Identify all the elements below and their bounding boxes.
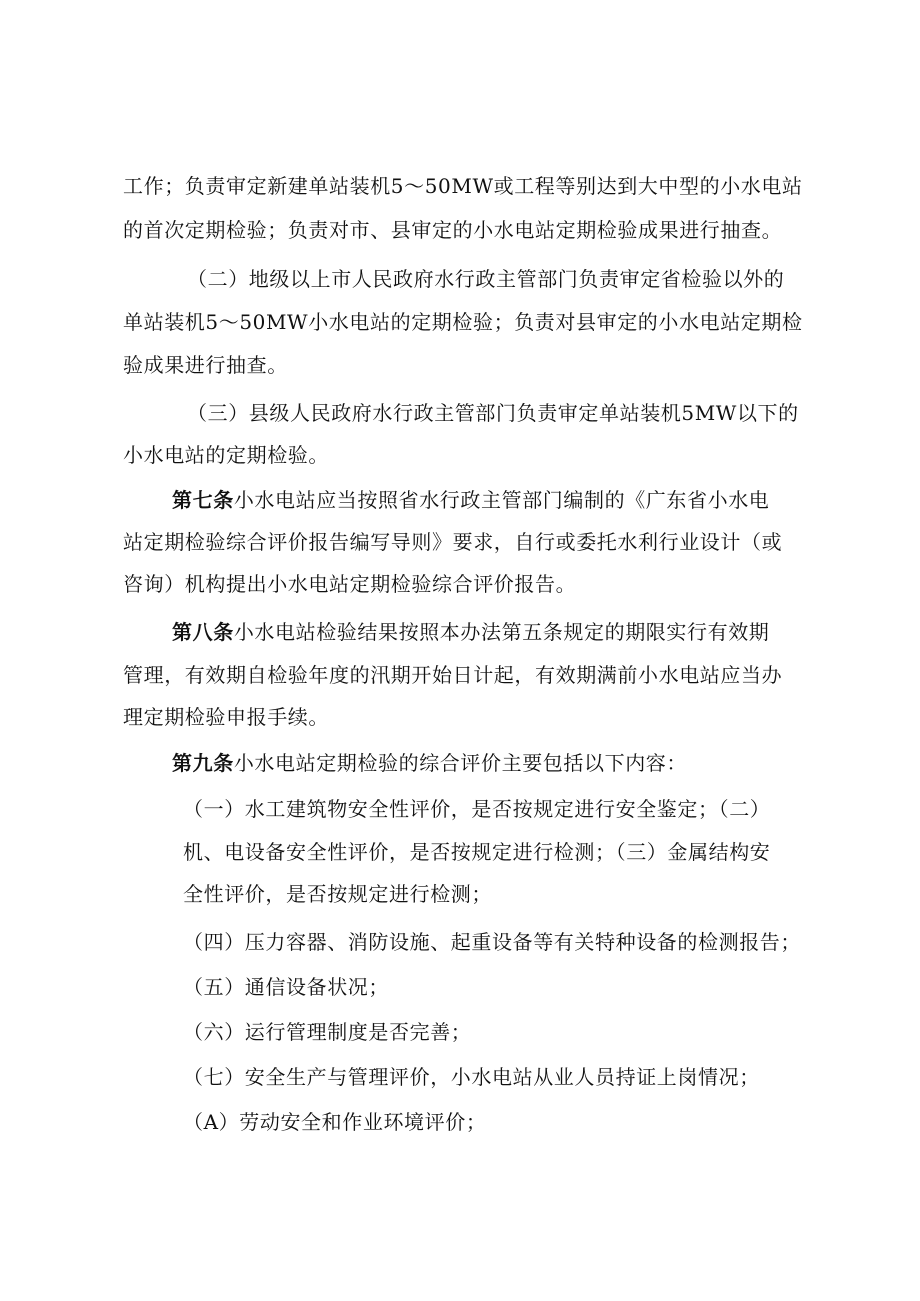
list-item: （六）运行管理制度是否完善；: [183, 1020, 472, 1044]
article-heading: 第九条: [172, 751, 234, 775]
text-span: 小水电站定期检验的综合评价主要包括以下内容：: [233, 751, 688, 775]
list-item: （七）安全生产与管理评价，小水电站从业人员持证上岗情况；: [183, 1065, 760, 1089]
text-line: 验成果进行抽查。: [123, 353, 288, 377]
article-9-paragraph-start: [172, 749, 687, 777]
text-line: 咨询）机构提出小水电站定期检验综合评价报告。: [123, 572, 577, 596]
text-line: 的首次定期检验；负责对市、县审定的小水电站定期检验成果进行抽查。: [123, 218, 783, 242]
text-span: 小水电站应当按照省水行政主管部门编制的《广东省小水电: [233, 488, 770, 512]
text-line: 工作；负责审定新建单站装机5～50MW或工程等别达到大中型的小水电站: [123, 174, 803, 198]
text-line: （三）县级人民政府水行政主管部门负责审定单站装机5MW以下的: [187, 401, 799, 425]
text-line: （二）地级以上市人民政府水行政主管部门负责审定省检验以外的: [187, 267, 785, 291]
text-line: 理定期检验申报手续。: [123, 705, 329, 729]
text-span: 小水电站检验结果按照本办法第五条规定的期限实行有效期: [233, 620, 770, 644]
text-line: 站定期检验综合评价报告编写导则》要求，自行或委托水利行业设计（或: [123, 530, 783, 554]
article-8-paragraph-start: [172, 618, 769, 646]
article-heading: 第八条: [172, 620, 234, 644]
text-line: 单站装机5～50MW小水电站的定期检验；负责对县审定的小水电站定期检: [123, 310, 803, 334]
article-7-paragraph-start: [172, 486, 769, 514]
text-line: 管理，有效期自检验年度的汛期开始日计起，有效期满前小水电站应当办: [123, 663, 783, 687]
text-line: 小水电站的定期检验。: [123, 443, 329, 467]
list-item: （五）通信设备状况；: [183, 975, 389, 999]
list-item: （一）水工建筑物安全性评价，是否按规定进行安全鉴定；（二）: [183, 797, 771, 821]
list-item: （A）劳动安全和作业环境评价；: [183, 1110, 487, 1134]
list-item: 全性评价，是否按规定进行检测；: [183, 882, 492, 906]
list-item: （四）压力容器、消防设施、起重设备等有关特种设备的检测报告；: [183, 930, 801, 954]
list-item: 机、电设备安全性评价，是否按规定进行检测；（三）金属结构安: [183, 840, 771, 864]
article-heading: 第七条: [172, 488, 234, 512]
